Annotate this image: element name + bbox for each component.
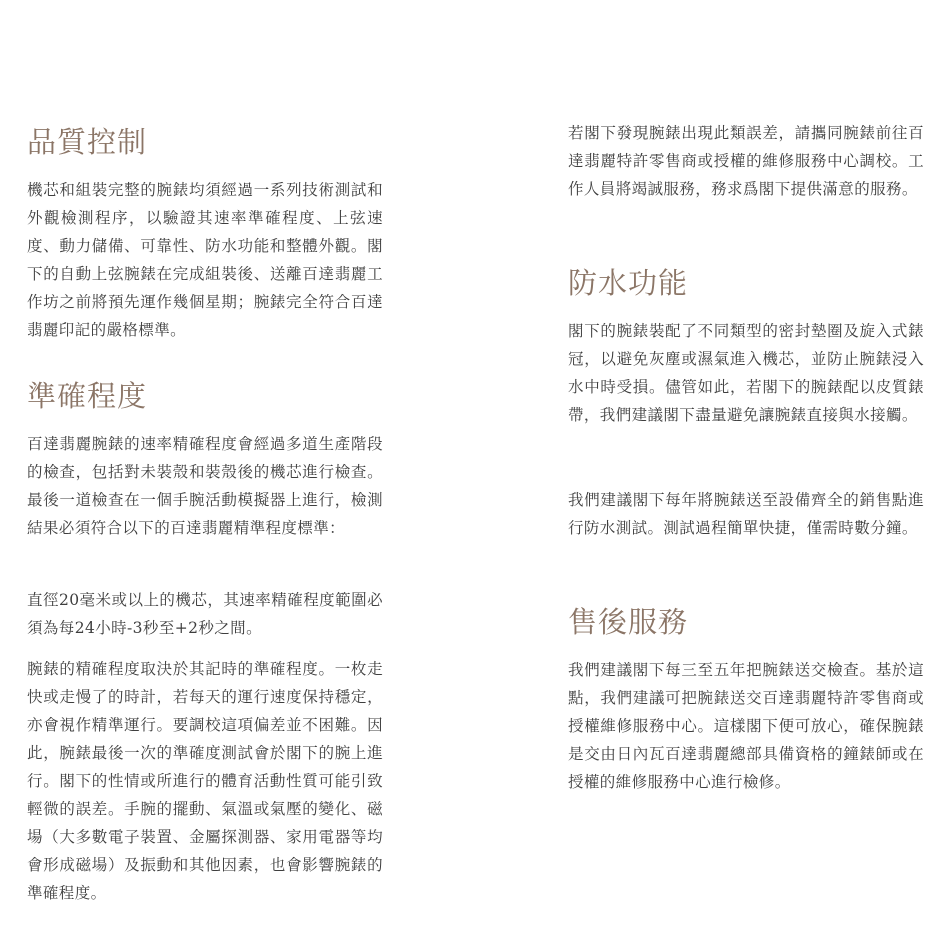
precision-paragraph-2: 直徑20毫米或以上的機芯，其速率精確程度範圍必須為每24小時-3秒至+2秒之間。 (27, 591, 383, 637)
precision-heading: 準確程度 (27, 379, 148, 413)
after-sales-heading: 售後服務 (568, 605, 689, 639)
after-sales-paragraph: 我們建議閣下每三至五年把腕錶送交檢查。基於這點，我們建議可把腕錶送交百達翡麗特許零售商或授權維修服務中心。這樣閣下便可放心，確保腕錶是交由日內瓦百達翡麗總部具備資格的鐘錶師或在授權的維修服務中心進行檢修。 (568, 661, 924, 791)
adjustment-intro-paragraph: 若閣下發現腕錶出現此類誤差，請攜同腕錶前往百達翡麗特許零售商或授權的維修服務中心調校。工作人員將竭誠服務，務求爲閣下提供滿意的服務。 (568, 124, 924, 198)
precision-paragraph-1: 百達翡麗腕錶的速率精確程度會經過多道生產階段的檢查，包括對未裝殼和裝殼後的機芯進行檢查。最後一道檢查在一個手腕活動模擬器上進行，檢測結果必須符合以下的百達翡麗精準程度標準： (27, 435, 383, 537)
quality-control-paragraph: 機芯和組裝完整的腕錶均須經過一系列技術測試和外觀檢測程序，以驗證其速率準確程度、上弦速度、動力儲備、可靠性、防水功能和整體外觀。閣下的自動上弦腕錶在完成組裝後、送離百達翡麗工作坊之前將預先運作幾個星期；腕錶完全符合百達翡麗印記的嚴格標準。 (27, 181, 383, 339)
waterproof-paragraph-1: 閣下的腕錶裝配了不同類型的密封墊圈及旋入式錶冠，以避免灰塵或濕氣進入機芯，並防止腕錶浸入水中時受損。儘管如此，若閣下的腕錶配以皮質錶帶，我們建議閣下盡量避免讓腕錶直接與水接觸。 (568, 322, 924, 424)
waterproof-heading: 防水功能 (568, 266, 689, 300)
quality-control-heading: 品質控制 (27, 125, 148, 159)
waterproof-paragraph-2: 我們建議閣下每年將腕錶送至設備齊全的銷售點進行防水測試。測試過程簡單快捷，僅需時數分鐘。 (568, 491, 924, 537)
precision-paragraph-3: 腕錶的精確程度取決於其記時的準確程度。一枚走快或走慢了的時計，若每天的運行速度保持穩定，亦會視作精準運行。要調校這項偏差並不困難。因此，腕錶最後一次的準確度測試會於閣下的腕上進行。閣下的性情或所進行的體育活動性質可能引致輕微的誤差。手腕的擺動、氣溫或氣壓的變化、磁場（大多數電子裝置、金屬探測器、家用電器等均會形成磁場）及振動和其他因素，也會影響腕錶的準確程度。 (27, 660, 383, 902)
